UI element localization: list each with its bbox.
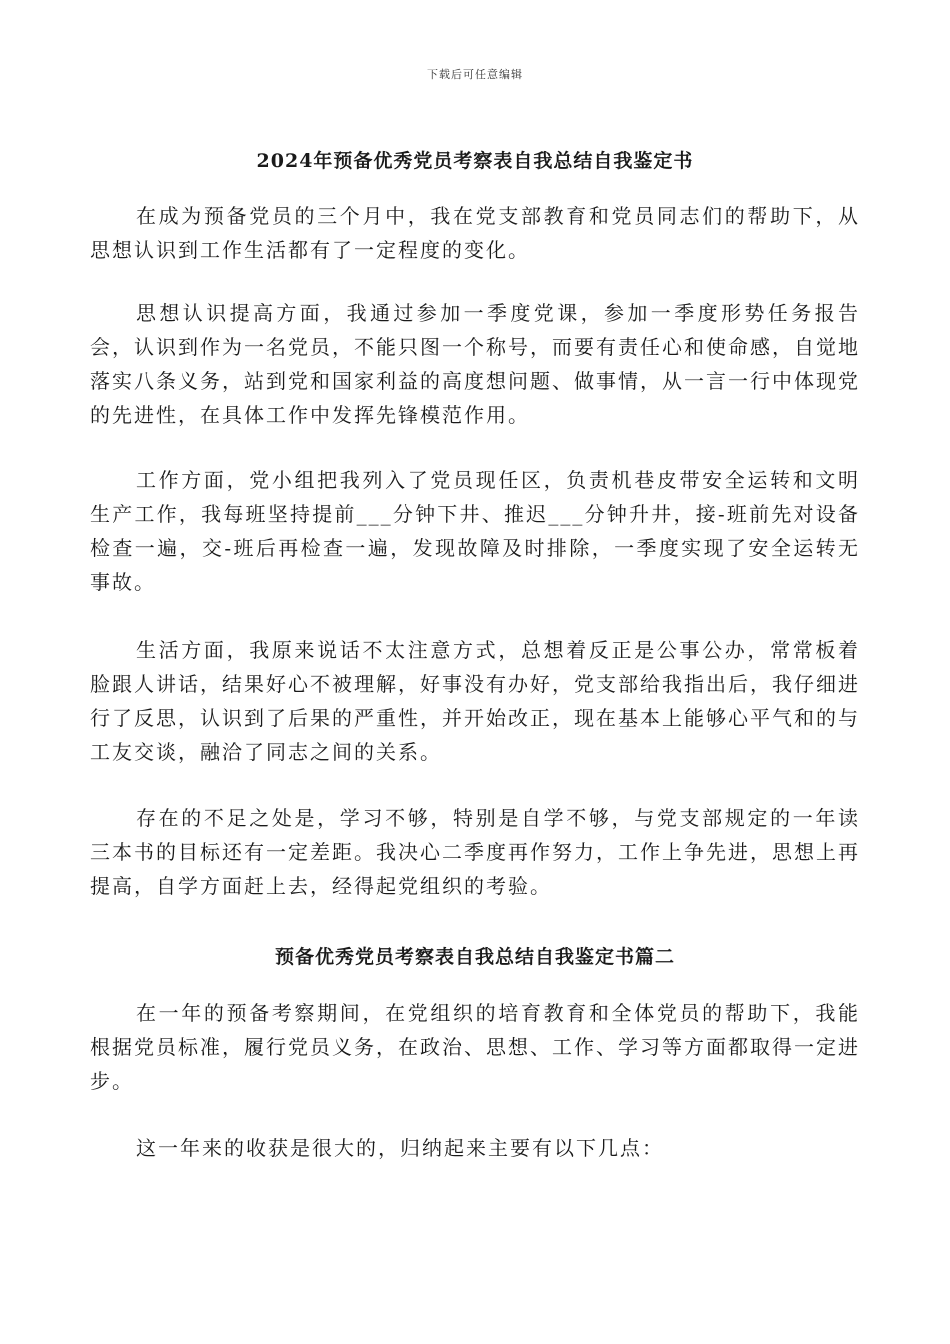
paragraph: 生活方面，我原来说话不太注意方式，总想着反正是公事公办，常常板着脸跟人讲话，结果好心不被理解，好事没有办好，党支部给我指出后，我仔细进行了反思，认识到了后果的严重性，并开始改正，现在基本上能够心平气和的与工友交谈，融洽了同志之间的关系。 [90, 638, 860, 764]
paragraph: 工作方面，党小组把我列入了党员现任区，负责机巷皮带安全运转和文明生产工作，我每班坚持提前___分钟下井、推迟___分钟升井，接-班前先对设备检查一遍，交-班后再检查一遍，发现故障及时排除，一季度实现了安全运转无事故。 [90, 468, 860, 594]
section-title: 预备优秀党员考察表自我总结自我鉴定书篇二 [274, 946, 675, 968]
header-note: 下载后可任意编辑 [427, 68, 523, 81]
paragraph: 在成为预备党员的三个月中，我在党支部教育和党员同志们的帮助下，从思想认识到工作生活都有了一定程度的变化。 [90, 204, 860, 262]
paragraph: 在一年的预备考察期间，在党组织的培育教育和全体党员的帮助下，我能根据党员标准，履行党员义务，在政治、思想、工作、学习等方面都取得一定进步。 [90, 1001, 860, 1093]
paragraph: 这一年来的收获是很大的，归纳起来主要有以下几点： [136, 1136, 664, 1160]
document-title: 2024年预备优秀党员考察表自我总结自我鉴定书 [256, 150, 694, 172]
paragraph: 存在的不足之处是，学习不够，特别是自学不够，与党支部规定的一年读三本书的目标还有一定差距。我决心二季度再作努力，工作上争先进，思想上再提高，自学方面赶上去，经得起党组织的考验。 [90, 806, 860, 898]
paragraph: 思想认识提高方面，我通过参加一季度党课，参加一季度形势任务报告会，认识到作为一名党员，不能只图一个称号，而要有责任心和使命感，自觉地落实八条义务，站到党和国家利益的高度想问题、做事情，从一言一行中体现党的先进性，在具体工作中发挥先锋模范作用。 [90, 301, 860, 427]
